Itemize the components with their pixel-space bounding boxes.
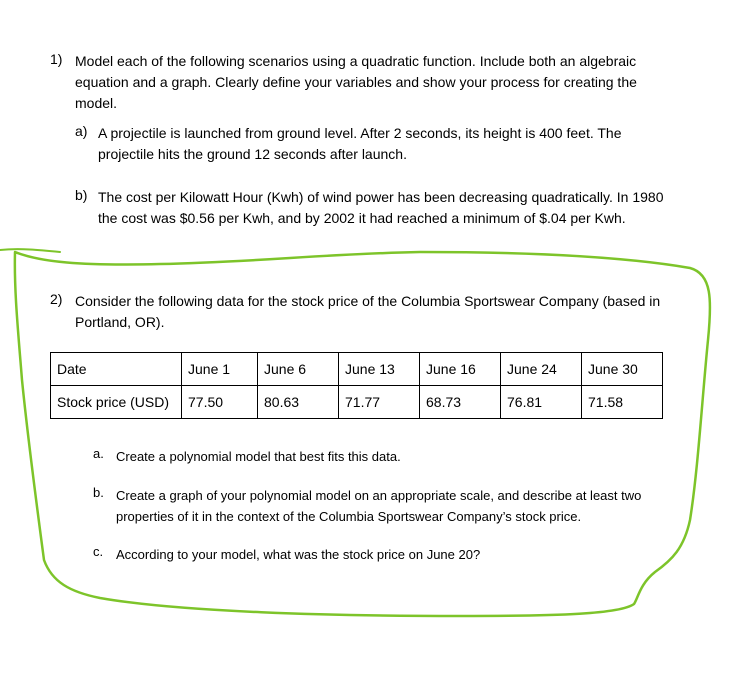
table-cell: June 24 [501, 353, 582, 386]
table-cell: June 16 [420, 353, 501, 386]
table-cell: 68.73 [420, 386, 501, 419]
question-2-number: 2) [50, 291, 63, 307]
table-cell: Stock price (USD) [51, 386, 182, 419]
table-cell: 71.58 [582, 386, 663, 419]
question-2c-letter: c. [93, 544, 104, 559]
table-cell: 77.50 [182, 386, 258, 419]
table-header-row [51, 353, 663, 386]
table-cell: June 1 [182, 353, 258, 386]
question-2b-letter: b. [93, 485, 104, 500]
question-1-text: Model each of the following scenarios using a quadratic function. Include both an algebraic equation and a graph. Clearly define your variables and show your process for creating the model. [75, 53, 637, 111]
question-2b-text: Create a graph of your polynomial model on an appropriate scale, and describe at least two properties of it in the context of the Columbia Sportswear Company’s stock price. [116, 488, 642, 524]
table-cell: Date [51, 353, 182, 386]
table-cell: June 6 [258, 353, 339, 386]
table-cell: June 30 [582, 353, 663, 386]
table-cell: June 13 [339, 353, 420, 386]
question-1b-text: The cost per Kilowatt Hour (Kwh) of wind power has been decreasing quadratically. In 1980 the cost was $0.56 per Kwh, and by 2002 it had reached a minimum of $.04 per Kwh. [98, 189, 664, 226]
question-1-number: 1) [50, 51, 63, 67]
table-cell: 76.81 [501, 386, 582, 419]
question-2-text: Consider the following data for the stock price of the Columbia Sportswear Company (based in Portland, OR). [75, 293, 661, 330]
stock-price-table [50, 352, 663, 419]
question-1a-letter: a) [75, 123, 88, 139]
question-1b-letter: b) [75, 187, 88, 203]
question-1a-text: A projectile is launched from ground level. After 2 seconds, its height is 400 feet. The projectile hits the ground 12 seconds after launch. [98, 125, 622, 162]
table-cell: 71.77 [339, 386, 420, 419]
question-2c-text: According to your model, what was the stock price on June 20? [116, 547, 481, 562]
table-cell: 80.63 [258, 386, 339, 419]
question-2a-letter: a. [93, 446, 104, 461]
table-row [51, 386, 663, 419]
question-2a-text: Create a polynomial model that best fits this data. [116, 449, 401, 464]
